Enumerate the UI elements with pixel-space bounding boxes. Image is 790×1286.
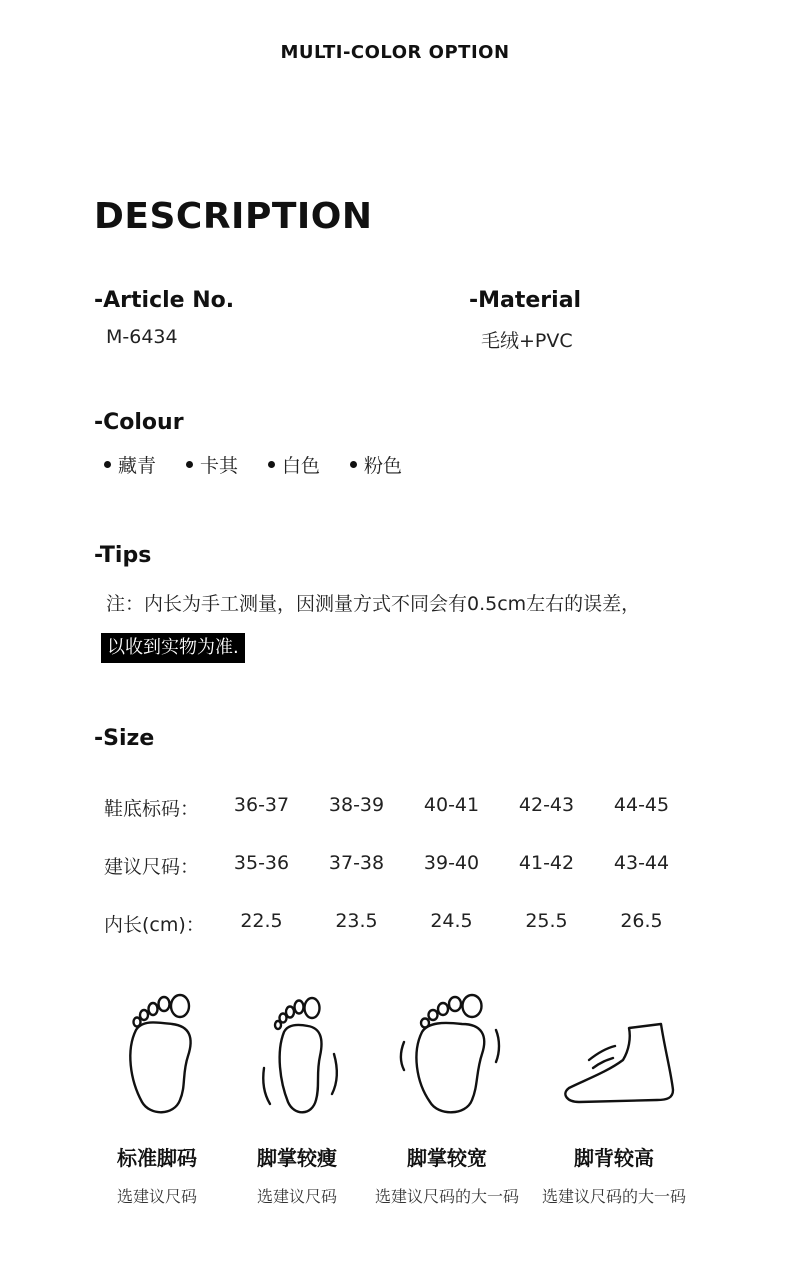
size-cell: 38-39 — [328, 794, 385, 816]
foot-type-advice: 选建议尺码的大一码 — [374, 1187, 519, 1206]
size-row-label: 建议尺码： — [104, 856, 200, 878]
standard-foot-icon — [102, 990, 212, 1120]
size-cell: 26.5 — [620, 910, 663, 932]
foot-type-advice: 选建议尺码 — [116, 1187, 197, 1206]
size-cell: 43-44 — [613, 852, 670, 874]
size-cell: 42-43 — [518, 794, 575, 816]
page-header-title: MULTI-COLOR OPTION — [280, 42, 510, 63]
size-cell: 41-42 — [518, 852, 575, 874]
colour-option-navy — [104, 451, 156, 478]
description-title: DESCRIPTION — [94, 196, 373, 237]
size-cell: 39-40 — [423, 852, 480, 874]
size-row-label: 内长(cm)： — [104, 914, 205, 936]
colour-label: -Colour — [94, 410, 184, 435]
size-row-sole — [104, 794, 689, 821]
foot-type-advice: 选建议尺码 — [256, 1187, 337, 1206]
narrow-foot-icon — [242, 990, 352, 1120]
bullet-icon — [268, 461, 275, 468]
colour-list — [104, 451, 432, 478]
article-value: M-6434 — [106, 326, 178, 348]
size-cell: 23.5 — [335, 910, 378, 932]
size-cell: 25.5 — [525, 910, 568, 932]
material-value: 毛绒+PVC — [481, 330, 573, 352]
tips-text: 注：内长为手工测量，因测量方式不同会有0.5cm左右的误差， — [106, 593, 641, 615]
foot-type-wide — [362, 990, 532, 1207]
size-cell: 44-45 — [613, 794, 670, 816]
article-label: -Article No. — [94, 288, 235, 313]
size-row-inner-length — [104, 910, 689, 937]
foot-type-advice: 选建议尺码的大一码 — [541, 1187, 686, 1206]
size-cell: 37-38 — [328, 852, 385, 874]
colour-option-label: 粉色 — [364, 455, 403, 477]
foot-type-title: 脚背较高 — [574, 1146, 654, 1170]
tips-label: -Tips — [94, 543, 152, 568]
tips-highlight: 以收到实物为准. — [101, 633, 245, 663]
bullet-icon — [186, 461, 193, 468]
size-label: -Size — [94, 726, 155, 751]
size-row-label: 鞋底标码： — [104, 798, 200, 820]
wide-foot-icon — [392, 990, 502, 1120]
bullet-icon — [350, 461, 357, 468]
foot-type-title: 脚掌较宽 — [407, 1146, 487, 1170]
bullet-icon — [104, 461, 111, 468]
foot-type-title: 脚掌较瘦 — [257, 1146, 337, 1170]
size-cell: 35-36 — [233, 852, 290, 874]
size-cell: 36-37 — [233, 794, 290, 816]
size-cell: 40-41 — [423, 794, 480, 816]
colour-option-pink — [350, 451, 402, 478]
size-cell: 24.5 — [430, 910, 473, 932]
colour-option-white — [268, 451, 320, 478]
material-label: -Material — [469, 288, 582, 313]
colour-option-label: 藏青 — [118, 455, 157, 477]
foot-type-narrow — [212, 990, 382, 1207]
colour-option-khaki — [186, 451, 238, 478]
foot-type-title: 标准脚码 — [117, 1146, 197, 1170]
high-instep-foot-icon — [549, 990, 679, 1120]
size-row-recommended — [104, 852, 689, 879]
colour-option-label: 卡其 — [200, 455, 239, 477]
size-cell: 22.5 — [240, 910, 283, 932]
foot-type-high-instep — [529, 990, 699, 1207]
colour-option-label: 白色 — [282, 455, 321, 477]
